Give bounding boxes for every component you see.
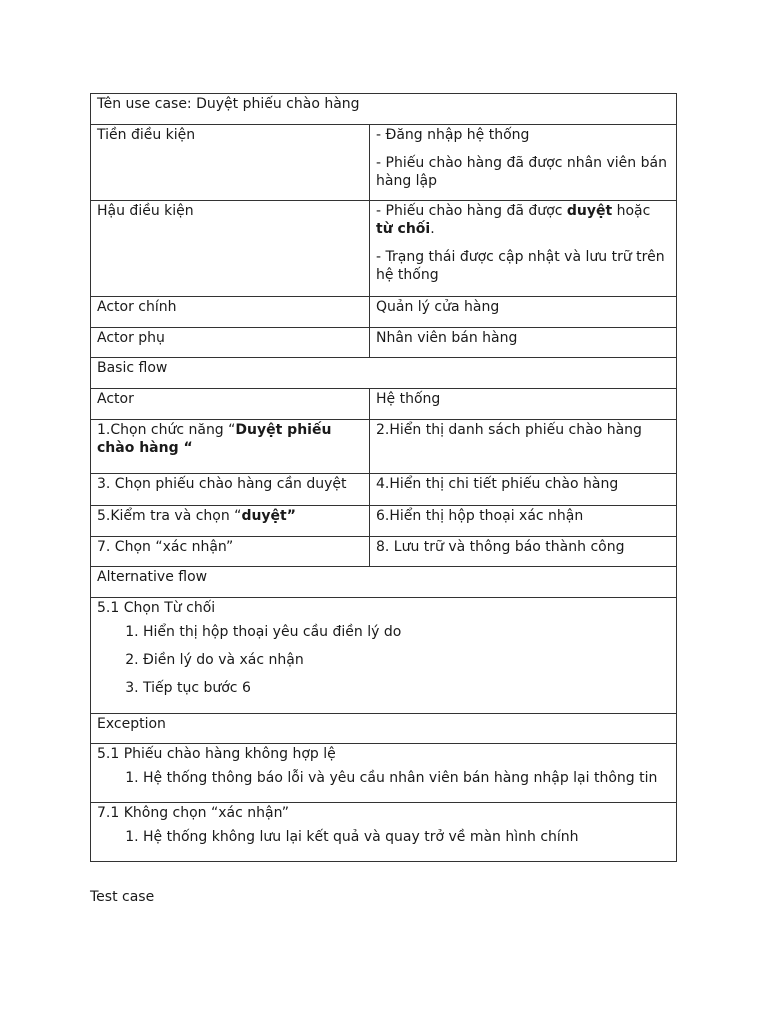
main-actor-value: Quản lý cửa hàng xyxy=(370,297,677,328)
postcondition-value xyxy=(370,201,677,297)
system-step: 8. Lưu trữ và thông báo thành công xyxy=(370,537,677,567)
alternative-case-title: 5.1 Chọn Từ chối xyxy=(97,600,216,616)
precondition-value xyxy=(370,125,677,201)
exception-label: Exception xyxy=(91,714,677,744)
use-case-table xyxy=(90,93,677,862)
list-item: 1. Hệ thống không lưu lại kết quả và quay trở về màn hình chính xyxy=(143,828,670,846)
system-step: 6.Hiển thị hộp thoại xác nhận xyxy=(370,506,677,537)
precondition-item: - Đăng nhập hệ thống xyxy=(376,127,530,143)
actor-step: 7. Chọn “xác nhận” xyxy=(91,537,370,567)
basic-flow-step-row xyxy=(91,506,677,537)
basic-flow-columns-row xyxy=(91,389,677,420)
system-step: 2.Hiển thị danh sách phiếu chào hàng xyxy=(370,420,677,474)
list-item: 1. Hiển thị hộp thoại yêu cầu điền lý do xyxy=(143,623,670,641)
main-actor-label: Actor chính xyxy=(91,297,370,328)
system-step: 4.Hiển thị chi tiết phiếu chào hàng xyxy=(370,474,677,506)
list-item: 1. Hệ thống thông báo lỗi và yêu cầu nhân viên bán hàng nhập lại thông tin xyxy=(143,769,670,787)
title-row xyxy=(91,94,677,125)
postcondition-label: Hậu điều kiện xyxy=(91,201,370,297)
function-name: Duyệt phiếu chào hàng “ xyxy=(97,422,332,456)
basic-flow-step-row xyxy=(91,420,677,474)
alternative-flow-label: Alternative flow xyxy=(91,567,677,598)
postcondition-item: - Trạng thái được cập nhật và lưu trữ trên hệ thống xyxy=(376,249,665,283)
postcondition-item xyxy=(376,202,670,238)
list-item: 2. Điền lý do và xác nhận xyxy=(143,651,670,669)
exception-case xyxy=(91,803,677,862)
test-case-heading: Test case xyxy=(90,889,155,905)
alternative-flow-header-row xyxy=(91,567,677,598)
actor-step xyxy=(91,506,370,537)
exception-case-row xyxy=(91,744,677,803)
exception-steps-list xyxy=(97,769,670,787)
postcondition-text: - Phiếu chào hàng đã được xyxy=(376,203,567,219)
alternative-steps-list xyxy=(97,623,670,697)
alternative-flow-case xyxy=(91,598,677,714)
exception-case-title: 5.1 Phiếu chào hàng không hợp lệ xyxy=(97,746,336,762)
basic-flow-header-row xyxy=(91,358,677,389)
approved-keyword: duyệt xyxy=(566,203,613,219)
exception-case-title: 7.1 Không chọn “xác nhận” xyxy=(97,805,289,821)
step-text: 1.Chọn chức năng “ xyxy=(97,422,236,438)
precondition-row xyxy=(91,125,677,201)
basic-flow-step-row xyxy=(91,474,677,506)
system-column-header: Hệ thống xyxy=(370,389,677,420)
actor-column-header: Actor xyxy=(91,389,370,420)
approve-keyword: duyệt” xyxy=(241,508,296,524)
rejected-keyword: từ chối xyxy=(376,221,431,237)
precondition-item: - Phiếu chào hàng đã được nhân viên bán hàng lập xyxy=(376,155,667,189)
exception-steps-list xyxy=(97,828,670,846)
actor-step: 3. Chọn phiếu chào hàng cần duyệt xyxy=(91,474,370,506)
postcondition-text: hoặc xyxy=(612,203,651,219)
exception-case xyxy=(91,744,677,803)
basic-flow-label: Basic flow xyxy=(91,358,677,389)
secondary-actor-label: Actor phụ xyxy=(91,328,370,358)
exception-header-row xyxy=(91,714,677,744)
list-item: 3. Tiếp tục bước 6 xyxy=(143,679,670,697)
secondary-actor-row xyxy=(91,328,677,358)
postcondition-text: . xyxy=(430,221,435,237)
exception-case-row xyxy=(91,803,677,862)
alternative-flow-case-row xyxy=(91,598,677,714)
main-actor-row xyxy=(91,297,677,328)
use-case-title: Tên use case: Duyệt phiếu chào hàng xyxy=(91,94,677,125)
secondary-actor-value: Nhân viên bán hàng xyxy=(370,328,677,358)
precondition-label: Tiền điều kiện xyxy=(91,125,370,201)
basic-flow-step-row xyxy=(91,537,677,567)
actor-step xyxy=(91,420,370,474)
postcondition-row xyxy=(91,201,677,297)
step-text: 5.Kiểm tra và chọn “ xyxy=(97,508,242,524)
